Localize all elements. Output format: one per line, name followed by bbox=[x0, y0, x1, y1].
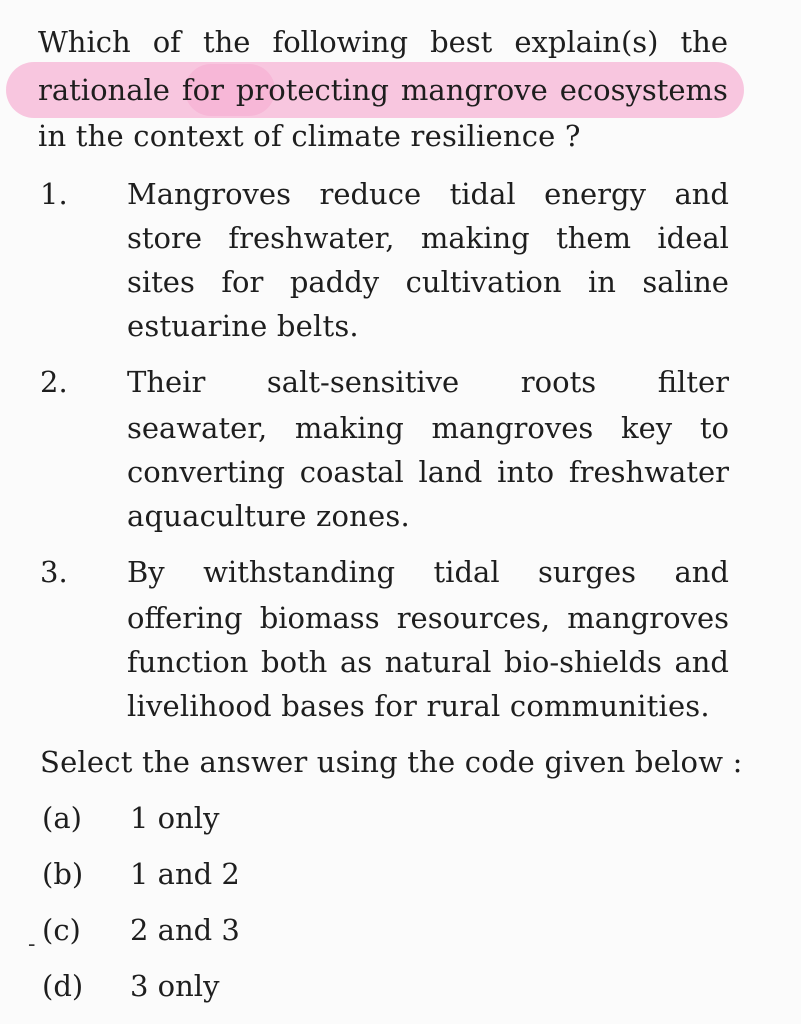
statement-2-line-1 bbox=[127, 360, 729, 404]
word: mangroves bbox=[567, 601, 729, 635]
word: tidal bbox=[449, 177, 516, 211]
question-line-2 bbox=[38, 68, 728, 112]
word: and bbox=[674, 645, 729, 679]
word: paddy bbox=[289, 265, 380, 299]
word: By bbox=[127, 555, 165, 589]
word: seawater, bbox=[127, 411, 268, 445]
word: bio-shields bbox=[504, 645, 662, 679]
word: resources, bbox=[396, 601, 551, 635]
word: the bbox=[202, 25, 251, 59]
word: surges bbox=[538, 555, 637, 589]
option-a-text[interactable]: 1 only bbox=[130, 801, 220, 835]
word: energy bbox=[544, 177, 646, 211]
word: store bbox=[127, 221, 203, 255]
word: coastal bbox=[299, 455, 404, 489]
word: Mangroves bbox=[127, 177, 291, 211]
statement-3-line-3 bbox=[127, 640, 729, 684]
word: following bbox=[272, 25, 409, 59]
word: Their bbox=[127, 365, 206, 399]
answer-instruction: Select the answer using the code given below : bbox=[40, 745, 743, 779]
statement-2-line-2 bbox=[127, 406, 729, 450]
word: saline bbox=[642, 265, 729, 299]
option-a-label[interactable]: (a) bbox=[42, 801, 82, 835]
word: them bbox=[556, 221, 632, 255]
option-c-label[interactable]: (c) bbox=[42, 913, 81, 947]
option-d-label[interactable]: (d) bbox=[42, 969, 84, 1003]
word: freshwater bbox=[568, 455, 729, 489]
word: sites bbox=[127, 265, 195, 299]
statement-1-line-3 bbox=[127, 260, 729, 304]
word: mangroves bbox=[431, 411, 594, 445]
word: to bbox=[699, 411, 729, 445]
option-c-text[interactable]: 2 and 3 bbox=[130, 913, 240, 947]
statement-1-line-1 bbox=[127, 172, 729, 216]
statement-1-line-4: estuarine belts. bbox=[127, 309, 359, 343]
word: as bbox=[339, 645, 373, 679]
word: offering bbox=[127, 601, 243, 635]
word: Which bbox=[38, 25, 131, 59]
statement-1-line-2 bbox=[127, 216, 729, 260]
word: withstanding bbox=[203, 555, 396, 589]
answer-mark: - bbox=[28, 932, 36, 957]
word: and bbox=[674, 177, 729, 211]
word: natural bbox=[384, 645, 492, 679]
word: ideal bbox=[657, 221, 729, 255]
word: protecting bbox=[235, 73, 389, 107]
word: land bbox=[418, 455, 483, 489]
option-d-text[interactable]: 3 only bbox=[130, 969, 220, 1003]
statement-2-number: 2. bbox=[40, 365, 68, 399]
word: making bbox=[420, 221, 530, 255]
word: into bbox=[497, 455, 555, 489]
word: tidal bbox=[433, 555, 500, 589]
statement-1-number: 1. bbox=[40, 177, 68, 211]
word: in bbox=[587, 265, 616, 299]
statement-3-line-1 bbox=[127, 550, 729, 594]
word: both bbox=[261, 645, 328, 679]
statement-2-line-4: aquaculture zones. bbox=[127, 499, 410, 533]
word: the bbox=[680, 25, 728, 59]
word: and bbox=[674, 555, 729, 589]
word: mangrove bbox=[400, 73, 548, 107]
word: explain(s) bbox=[514, 25, 659, 59]
word: best bbox=[430, 25, 493, 59]
word: making bbox=[294, 411, 404, 445]
word: ecosystems bbox=[559, 73, 728, 107]
word: filter bbox=[657, 365, 729, 399]
word: cultivation bbox=[405, 265, 562, 299]
statement-3-line-4: livelihood bases for rural communities. bbox=[127, 689, 710, 723]
word: freshwater, bbox=[228, 221, 395, 255]
option-b-text[interactable]: 1 and 2 bbox=[130, 857, 240, 891]
statement-3-line-2 bbox=[127, 596, 729, 640]
word: function bbox=[127, 645, 249, 679]
word: rationale bbox=[38, 73, 170, 107]
word: roots bbox=[520, 365, 597, 399]
question-line-1 bbox=[38, 20, 728, 64]
statement-3-number: 3. bbox=[40, 555, 68, 589]
word: salt-sensitive bbox=[266, 365, 460, 399]
option-b-label[interactable]: (b) bbox=[42, 857, 84, 891]
word: of bbox=[152, 25, 181, 59]
statement-2-line-3 bbox=[127, 450, 729, 494]
word: key bbox=[621, 411, 673, 445]
question-line-3: in the context of climate resilience ? bbox=[38, 119, 581, 153]
word: for bbox=[181, 73, 224, 107]
word: for bbox=[221, 265, 264, 299]
word: converting bbox=[127, 455, 285, 489]
word: reduce bbox=[319, 177, 422, 211]
word: biomass bbox=[259, 601, 380, 635]
